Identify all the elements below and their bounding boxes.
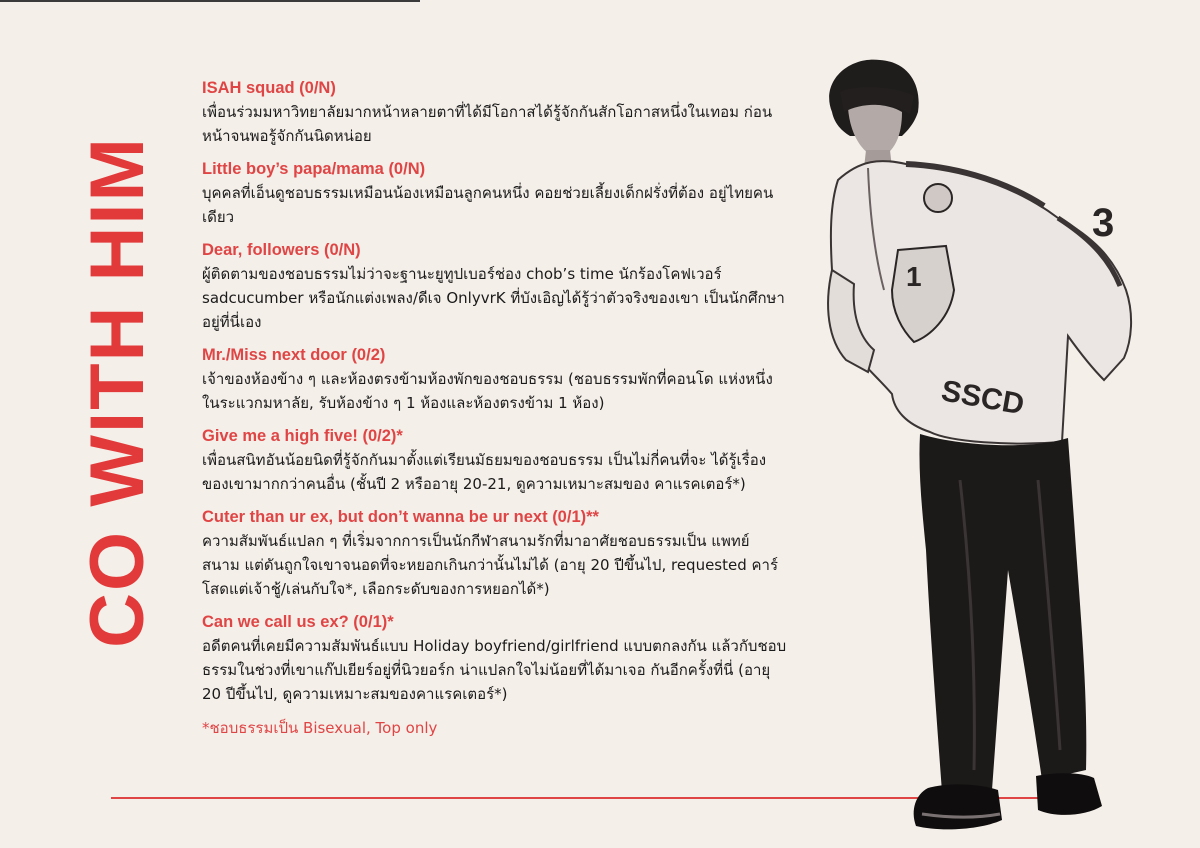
- entry-description: เพื่อนร่วมมหาวิทยาลัยมากหน้าหลายตาที่ได้มีโอกาสได้รู้จักกันสักโอกาสหนึ่งในเทอม ก่อนหน้าจนพอรู้จักกันนิดหน่อย: [202, 103, 773, 145]
- crest-number: 1: [906, 261, 922, 292]
- connections-list: [202, 77, 787, 740]
- jersey-number: 3: [1092, 201, 1115, 245]
- entry-description: เพื่อนสนิทอันน้อยนิดที่รู้จักกันมาตั้งแต่เรียนมัธยมของชอบธรรม เป็นไม่กี่คนที่จะ ได้รู้เรื่องของเขามากกว่าคนอื่น (ชั้นปี 2 หรืออายุ 20-21, ดูความเหมาะสมของ คาแรคเตอร์*): [202, 451, 767, 493]
- list-item: [202, 425, 787, 496]
- entry-title: Cuter than ur ex, but don’t wanna be ur next (0/1)**: [202, 508, 599, 526]
- entry-description: ความสัมพันธ์แปลก ๆ ที่เริ่มจากการเป็นนักกีฬาสนามรักที่มาอาศัยชอบธรรมเป็น แพทย์สนาม แต่ดันถูกใจเขาจนอดที่จะหยอกเกินกว่านั้นไม่ได้ (อายุ 20 ปีขึ้นไป, requested คาร์โสดแต่เจ้าชู้/เล่นกับใจ*, เลือกระดับของการหยอกได้*): [202, 532, 779, 598]
- list-item: [202, 506, 787, 601]
- list-item: [202, 344, 787, 415]
- entry-title: Give me a high five! (0/2)*: [202, 427, 403, 445]
- list-item: [202, 158, 787, 229]
- entry-description: อดีตคนที่เคยมีความสัมพันธ์แบบ Holiday boyfriend/girlfriend แบบตกลงกัน แล้วกับชอบธรรมในช่วงที่เขาแก๊ปเยียร์อยู่ที่นิวยอร์ก น่าแปลกใจไม่น้อยที่ได้มาเจอ กันอีกครั้งที่นี่ (อายุ 20 ปีขึ้นไป, ดูความเหมาะสมของคาแรคเตอร์*): [202, 637, 787, 703]
- entry-description: ผู้ติดตามของชอบธรรมไม่ว่าจะฐานะยูทูปเบอร์ช่อง chob’s time นักร้องโคฟเวอร์ sadcucumber หรือนักแต่งเพลง/ดีเจ OnlyvrK ที่บังเอิญได้รู้ว่าตัวจริงของเขา เป็นนักศึกษาอยู่ที่นี่เอง: [202, 265, 785, 331]
- character-photo: [810, 50, 1140, 848]
- entry-description: บุคคลที่เอ็นดูชอบธรรมเหมือนน้องเหมือนลูกคนหนึ่ง คอยช่วยเลี้ยงเด็กฝรั่งที่ต้อง อยู่ไทยคนเดียว: [202, 184, 774, 226]
- side-title: CO WITH HIM: [75, 136, 160, 648]
- entry-title: Little boy’s papa/mama (0/N): [202, 160, 426, 178]
- list-item: [202, 77, 787, 148]
- chest-lettering: SSCD: [938, 374, 1027, 422]
- entry-title: Can we call us ex? (0/1)*: [202, 613, 394, 631]
- entry-title: Dear, followers (0/N): [202, 241, 361, 259]
- top-divider: [0, 0, 420, 2]
- list-item: [202, 239, 787, 334]
- entry-title: Mr./Miss next door (0/2): [202, 346, 386, 364]
- entry-description: เจ้าของห้องข้าง ๆ และห้องตรงข้ามห้องพักของชอบธรรม (ชอบธรรมพักที่คอนโด แห่งหนึ่งในระแวกมหาลัย, รับห้องข้าง ๆ 1 ห้องและห้องตรงข้าม 1 ห้อง): [202, 370, 773, 412]
- entry-title: ISAH squad (0/N): [202, 79, 336, 97]
- footnote: *ชอบธรรมเป็น Bisexual, Top only: [202, 719, 438, 737]
- list-item: [202, 611, 787, 706]
